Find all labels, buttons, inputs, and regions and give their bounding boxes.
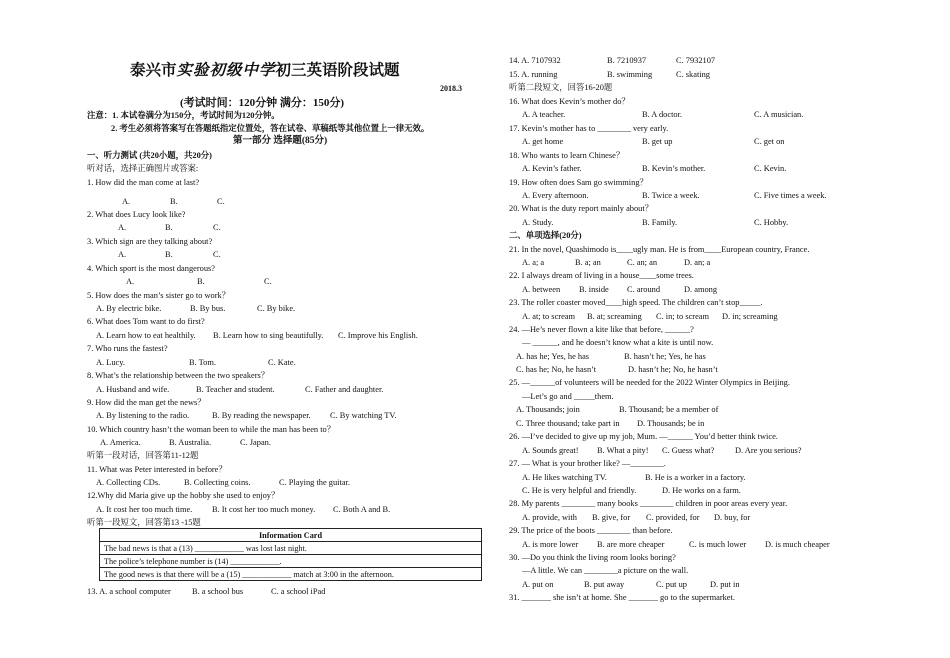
note-1: 注意：1. 本试卷满分为150分，考试时间为120分钟。 [87,111,280,120]
question-24: 24. —He’s never flown a kite like that before, ______? [509,325,694,334]
q7-option-b: B. Tom. [189,358,216,367]
q30-option-c: C. put up [656,580,687,589]
q13-option-b: B. a school bus [192,587,244,596]
instruction-1: 听对话，选择正确图片或答案: [87,164,199,173]
exam-title [130,58,400,80]
q8-option-c: C. Father and daughter. [305,385,384,394]
q2-option-c: C. [213,223,221,232]
question-12: 12.Why did Maria give up the hobby she used to enjoy？ [87,491,280,500]
q17-option-a: A. get home [522,137,564,146]
section-1-title: 一、听力测试 (共20小题，共20分) [87,151,212,160]
q6-option-b: B. Learn how to sing beautifully. [213,331,324,340]
q28-option-d: D. buy, for [714,513,751,522]
section-2-title: 二、单项选择(20分) [509,231,582,240]
q23-option-c: C. in; to scream [656,312,710,321]
q14-option-b: B. 7210937 [607,56,647,65]
q22-option-a: A. between [522,285,561,294]
q21-option-a: A. a; a [522,258,545,267]
q28-option-c: C. provided, for [646,513,700,522]
q25-option-c: C. Three thousand; take part in [516,419,620,428]
instruction-4: 听第二段短文，回答16-20题 [509,83,613,92]
q5-option-c: C. By bike. [257,304,296,313]
q30-option-d: D. put in [710,580,740,589]
q2-option-b: B. [165,223,173,232]
q26-option-b: B. What a pity! [597,446,649,455]
q9-option-b: B. By reading the newspaper. [212,411,311,420]
q26-option-c: C. Guess what? [662,446,715,455]
q4-option-a: A. [126,277,135,286]
question-9: 9. How did the man get the news？ [87,398,206,407]
question-1: 1. How did the man come at last? [87,178,200,187]
question-4: 4. Which sport is the most dangerous? [87,264,216,273]
question-14: 14. A. 7107932 [509,56,561,65]
q18-option-a: A. Kevin’s father. [522,164,582,173]
q27-option-c: C. He is very helpful and friendly. [522,486,637,495]
q6-option-a: A. Learn how to eat healthily. [96,331,196,340]
q12-option-c: C. Both A and B. [333,505,391,514]
q23-option-a: A. at; to scream [522,312,576,321]
question-3: 3. Which sign are they talking about? [87,237,213,246]
q7-option-c: C. Kate. [268,358,296,367]
question-22: 22. I always dream of living in a house____some trees. [509,271,694,280]
q1-option-c: C. [217,197,225,206]
q24-option-c: C. has he; No, he hasn’t [516,365,597,374]
q15-option-c: C. skating [676,70,710,79]
q20-option-a: A. Study. [522,218,554,227]
q23-option-b: B. at; screaming [587,312,642,321]
q14-option-c: C. 7932107 [676,56,716,65]
information-card-row: The bad news is that a (13) ____________ was lost last night. [100,542,482,555]
q23-option-d: D. in; screaming [722,312,778,321]
question-24-reply: — ______, and he doesn’t know what a kite is until now. [522,338,714,347]
q19-option-b: B. Twice a week. [642,191,700,200]
q21-option-b: B. a; an [575,258,601,267]
q25-option-d: D. Thousands; be in [637,419,705,428]
question-23: 23. The roller coaster moved____high speed. The children can’t stop_____. [509,298,763,307]
q13-option-c: C. a school iPad [271,587,326,596]
q1-option-b: B. [170,197,178,206]
question-20: 20. What is the duty report mainly about？ [509,204,654,213]
question-7: 7. Who runs the fastest? [87,344,168,353]
q4-option-c: C. [264,277,272,286]
question-10: 10. Which country hasn’t the woman been to while the man has been to？ [87,425,336,434]
q11-option-c: C. Playing the guitar. [279,478,350,487]
title-exam: 初三英语阶段试题 [275,62,400,79]
question-25-reply: —Let’s go and _____them. [522,392,614,401]
q24-option-a: A. has he; Yes, he has [516,352,590,361]
question-15: 15. A. running [509,70,558,79]
question-21: 21. In the novel, Quashimodo is____ugly man. He is from____European country, France. [509,245,810,254]
q21-option-c: C. an; an [627,258,658,267]
q4-option-b: B. [197,277,205,286]
q22-option-d: D. among [684,285,718,294]
title-city: 泰兴市 [130,62,177,79]
q29-option-b: B. are more cheaper [597,540,665,549]
q27-option-d: D. He works on a farm. [662,486,741,495]
q29-option-a: A. is more lower [522,540,579,549]
question-30-reply: —A little. We can ________a picture on the wall. [522,566,689,575]
q7-option-a: A. Lucy. [96,358,125,367]
title-school: 实验初级中学 [176,62,276,79]
q19-option-c: C. Five times a week. [754,191,827,200]
question-2: 2. What does Lucy look like? [87,210,186,219]
q10-option-c: C. Japan. [240,438,271,447]
q15-option-b: B. swimming [607,70,653,79]
question-5: 5. How does the man’s sister go to work？ [87,291,231,300]
question-31: 31. _______ she isn’t at home. She _______ go to the supermarket. [509,593,735,602]
question-28: 28. My parents ________ many books ________ children in poor areas every year. [509,499,788,508]
q22-option-b: B. inside [579,285,609,294]
q22-option-c: C. around [627,285,661,294]
q9-option-a: A. By listening to the radio. [96,411,190,420]
q21-option-d: D. an; a [684,258,711,267]
exam-date: 2018.3 [440,84,462,93]
q25-option-b: B. Thousand; be a member of [619,405,719,414]
q3-option-a: A. [118,250,127,259]
q28-option-b: B. give, for [592,513,631,522]
q5-option-a: A. By electric bike. [96,304,162,313]
q8-option-b: B. Teacher and student. [196,385,275,394]
q19-option-a: A. Every afternoon. [522,191,589,200]
q18-option-b: B. Kevin’s mother. [642,164,706,173]
question-17: 17. Kevin’s mother has to ________ very early. [509,124,669,133]
q17-option-c: C. get on [754,137,785,146]
question-19: 19. How often does Sam go swimming？ [509,178,648,187]
q2-option-a: A. [118,223,127,232]
q6-option-c: C. Improve his English. [338,331,418,340]
question-11: 11. What was Peter interested in before？ [87,465,227,474]
question-18: 18. Who wants to learn Chinese？ [509,151,625,160]
question-30: 30. —Do you think the living room looks boring? [509,553,676,562]
q12-option-b: B. It cost her too much money. [212,505,316,514]
information-card [99,528,482,581]
q3-option-c: C. [213,250,221,259]
q20-option-b: B. Family. [642,218,678,227]
exam-subtitle: (考试时间：120分钟 满分：150分) [180,97,345,109]
q16-option-a: A. A teacher. [522,110,566,119]
q3-option-b: B. [165,250,173,259]
q27-option-b: B. He is a worker in a factory. [645,473,746,482]
q11-option-a: A. Collecting CDs. [96,478,161,487]
q12-option-a: A. It cost her too much time. [96,505,193,514]
question-6: 6. What does Tom want to do first? [87,317,205,326]
q10-option-a: A. America. [100,438,141,447]
q8-option-a: A. Husband and wife. [96,385,170,394]
q17-option-b: B. get up [642,137,673,146]
q27-option-a: A. He likes watching TV. [522,473,607,482]
question-25: 25. —______of volunteers will be needed for the 2022 Winter Olympics in Beijing. [509,378,790,387]
question-26: 26. —I’ve decided to give up my job, Mum. —______ You’d better think twice. [509,432,778,441]
q9-option-c: C. By watching TV. [330,411,397,420]
question-16: 16. What does Kevin’s mother do？ [509,97,630,106]
q29-option-d: D. is much cheaper [765,540,830,549]
question-27: 27. — What is your brother like? —________. [509,459,666,468]
q11-option-b: B. Collecting coins. [184,478,251,487]
q18-option-c: C. Kevin. [754,164,787,173]
q29-option-c: C. is much lower [689,540,747,549]
information-card-title: Information Card [100,529,482,542]
q24-option-b: B. hasn’t he; Yes, he has [624,352,706,361]
question-13: 13. A. a school computer [87,587,171,596]
information-card-row: The good news is that there will be a (15) ____________ match at 3:00 in the afternoon. [100,568,482,581]
q26-option-a: A. Sounds great! [522,446,579,455]
instruction-2: 听第一段对话，回答第11-12题 [87,451,199,460]
q20-option-c: C. Hobby. [754,218,789,227]
information-card-row: The police’s telephone number is (14) ____________. [100,555,482,568]
q26-option-d: D. Are you serious? [735,446,802,455]
question-29: 29. The price of the boots ________ than before. [509,526,673,535]
q28-option-a: A. provide, with [522,513,577,522]
q5-option-b: B. By bus. [190,304,226,313]
instruction-3: 听第一段短文，回答第13 -15题 [87,518,201,527]
q16-option-c: C. A musician. [754,110,804,119]
q30-option-a: A. put on [522,580,554,589]
q1-option-a: A. [122,197,131,206]
q10-option-b: B. Australia. [169,438,212,447]
part-title: 第一部分 选择题(85分) [233,136,328,146]
q30-option-b: B. put away [584,580,625,589]
q16-option-b: B. A doctor. [642,110,683,119]
question-8: 8. What’s the relationship between the two speakers？ [87,371,270,380]
q25-option-a: A. Thousands; join [516,405,580,414]
q24-option-d: D. hasn’t he; No, he hasn’t [628,365,718,374]
note-2: 2. 考生必须将答案写在答题纸指定位置处，答在试卷、草稿纸等其他位置上一律无效。 [111,124,430,133]
